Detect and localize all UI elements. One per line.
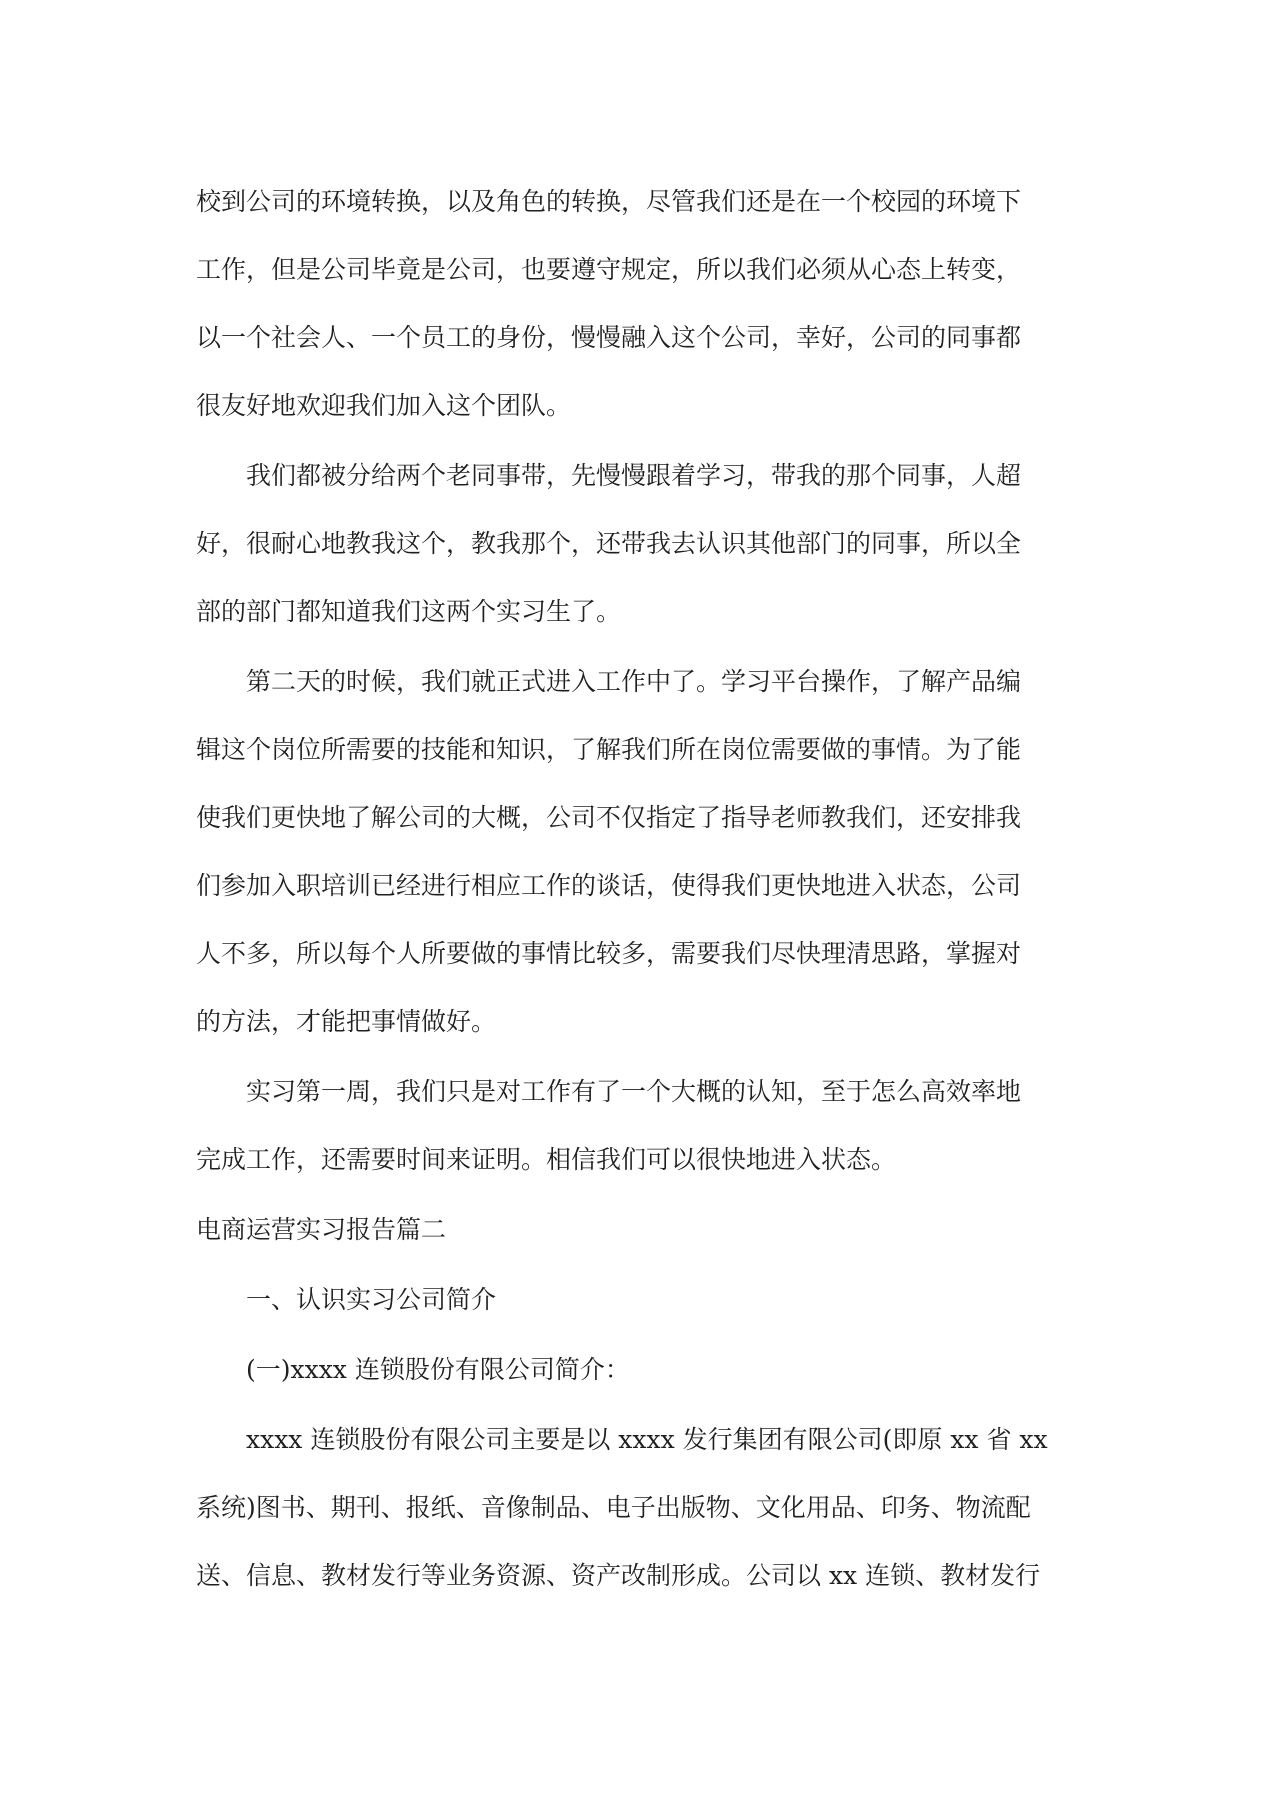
text-line: 人不多，所以每个人所要做的事情比较多，需要我们尽快理清思路，掌握对 [196, 939, 1022, 968]
paragraph-1 [196, 168, 1089, 440]
text-line: 很友好地欢迎我们加入这个团队。 [196, 391, 572, 420]
text-line: 完成工作，还需要时间来证明。相信我们可以很快地进入状态。 [196, 1145, 897, 1174]
text-line: 的方法，才能把事情做好。 [196, 1007, 497, 1036]
heading-level-1: 一、认识实习公司简介 [246, 1285, 497, 1314]
text-line: 送、信息、教材发行等业务资源、资产改制形成。公司以 xx 连锁、教材发行 [196, 1561, 1041, 1590]
paragraph-5 [196, 1406, 1089, 1610]
text-line: 系统)图书、期刊、报纸、音像制品、电子出版物、文化用品、印务、物流配 [196, 1493, 1031, 1522]
heading-level-2: (一)xxxx 连锁股份有限公司简介： [246, 1355, 630, 1384]
paragraph-2 [196, 442, 1089, 646]
text-line: 使我们更快地了解公司的大概，公司不仅指定了指导老师教我们，还安排我 [196, 803, 1022, 832]
text-line: 部的部门都知道我们这两个实习生了。 [196, 597, 622, 626]
paragraph-3 [196, 648, 1089, 1056]
text-line: 以一个社会人、一个员工的身份，慢慢融入这个公司，幸好，公司的同事都 [196, 323, 1022, 352]
text-line: 辑这个岗位所需要的技能和知识，了解我们所在岗位需要做的事情。为了能 [196, 735, 1022, 764]
text-line: 实习第一周，我们只是对工作有了一个大概的认知，至于怎么高效率地 [246, 1077, 1022, 1106]
text-line: 工作，但是公司毕竟是公司，也要遵守规定，所以我们必须从心态上转变， [196, 255, 1022, 284]
document-body [196, 168, 1089, 1612]
section-title: 电商运营实习报告篇二 [196, 1215, 447, 1244]
text-line: xxxx 连锁股份有限公司主要是以 xxxx 发行集团有限公司(即原 xx 省 xx [246, 1425, 1048, 1454]
text-line: 我们都被分给两个老同事带，先慢慢跟着学习，带我的那个同事，人超 [246, 461, 1022, 490]
text-line: 好，很耐心地教我这个，教我那个，还带我去认识其他部门的同事，所以全 [196, 529, 1022, 558]
text-line: 们参加入职培训已经进行相应工作的谈话，使得我们更快地进入状态，公司 [196, 871, 1022, 900]
text-line: 第二天的时候，我们就正式进入工作中了。学习平台操作，了解产品编 [246, 667, 1022, 696]
text-line: 校到公司的环境转换，以及角色的转换，尽管我们还是在一个校园的环境下 [196, 187, 1022, 216]
paragraph-4 [196, 1058, 1089, 1194]
